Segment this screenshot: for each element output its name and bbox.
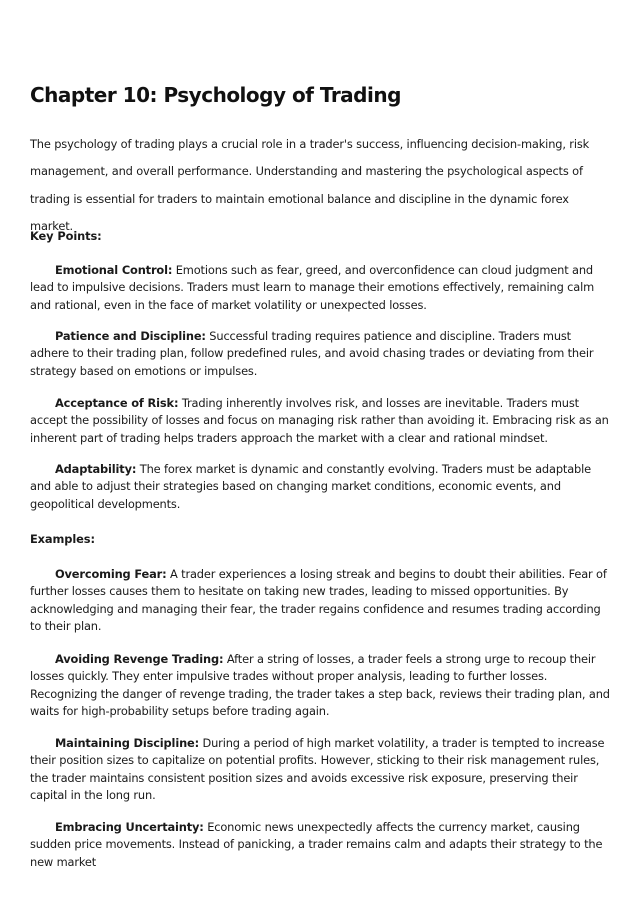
example-overcoming-fear <box>30 566 612 636</box>
key-point-adaptability <box>30 461 612 513</box>
example-avoiding-revenge-trading <box>30 651 612 721</box>
key-point-term: Patience and Discipline: <box>55 329 206 343</box>
example-text: After a string of losses, a trader feels a strong urge to recoup their losses quickly. They enter impulsive trades without proper analysis, leading to further losses. Recognizing the danger of revenge trading, the trader takes a step back, reviews their trading plan, and waits for high-probability setups before trading again. <box>30 652 610 719</box>
key-point-text: Trading inherently involves risk, and losses are inevitable. Traders must accept the possibility of losses and focus on managing risk rather than avoiding it. Embracing risk as an inherent part of trading helps traders approach the market with a clear and rational mindset. <box>30 396 609 445</box>
key-point-term: Emotional Control: <box>55 263 173 277</box>
example-text: A trader experiences a losing streak and begins to doubt their abilities. Fear of further losses causes them to hesitate on taking new trades, leading to missed opportunities. By acknowledging and managing their fear, the trader regains confidence and resumes trading according to their plan. <box>30 567 607 634</box>
example-text: During a period of high market volatility, a trader is tempted to increase their position sizes to capitalize on potential profits. However, sticking to their risk management rules, the trader maintains consistent position sizes and avoids excessive risk exposure, preserving their capital in the long run. <box>30 736 605 803</box>
example-embracing-uncertainty <box>30 819 612 871</box>
key-points-heading: Key Points: <box>30 229 102 243</box>
key-point-term: Acceptance of Risk: <box>55 396 179 410</box>
key-point-emotional-control <box>30 262 612 314</box>
key-point-term: Adaptability: <box>55 462 137 476</box>
chapter-title: Chapter 10: Psychology of Trading <box>30 83 401 107</box>
examples-heading: Examples: <box>30 532 95 546</box>
example-text: Economic news unexpectedly affects the currency market, causing sudden price movements. Instead of panicking, a trader remains calm and adapts their strategy to the new market <box>30 820 603 869</box>
example-term: Overcoming Fear: <box>55 567 167 581</box>
example-term: Avoiding Revenge Trading: <box>55 652 224 666</box>
intro-paragraph: The psychology of trading plays a crucial role in a trader's success, influencing decision-making, risk management, and overall performance. Understanding and mastering the psychological aspects of trading is essential for traders to maintain emotional balance and discipline in the dynamic forex market. <box>30 137 590 233</box>
key-point-acceptance-of-risk <box>30 395 612 447</box>
key-point-text: Successful trading requires patience and discipline. Traders must adhere to their trading plan, follow predefined rules, and avoid chasing trades or deviating from their strategy based on emotions or impulses. <box>30 329 594 378</box>
example-maintaining-discipline <box>30 735 612 805</box>
example-term: Embracing Uncertainty: <box>55 820 204 834</box>
key-point-text: The forex market is dynamic and constantly evolving. Traders must be adaptable and able to adjust their strategies based on changing market conditions, economic events, and geopolitical developments. <box>30 462 591 511</box>
key-point-patience-discipline <box>30 328 612 380</box>
key-point-text: Emotions such as fear, greed, and overconfidence can cloud judgment and lead to impulsive decisions. Traders must learn to manage their emotions effectively, remaining calm and rational, even in the face of market volatility or unexpected losses. <box>30 263 595 312</box>
example-term: Maintaining Discipline: <box>55 736 200 750</box>
